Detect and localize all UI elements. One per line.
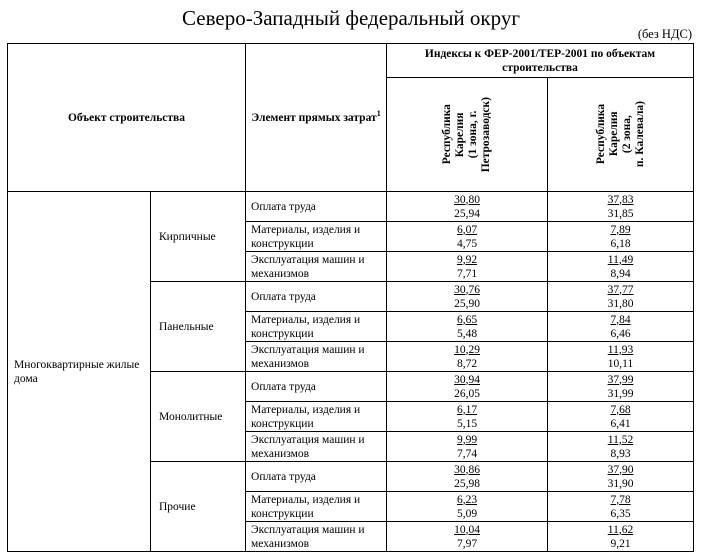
index-value-top: 6,23	[456, 493, 478, 506]
object-type-cell: Многоквартирные жилые дома	[8, 192, 151, 552]
cost-element-cell: Эксплуатация машин и механизмов	[246, 342, 387, 372]
index-value-cell-zone-1	[387, 522, 548, 552]
index-value-bottom: 6,41	[610, 417, 631, 430]
index-table	[7, 43, 694, 552]
header-col-zone-1-line: (1 зона, г.	[467, 110, 480, 159]
building-type-cell: Прочие	[151, 462, 246, 552]
cost-element-cell: Материалы, изделия и конструкции	[246, 492, 387, 522]
index-value-bottom: 31,99	[607, 387, 634, 400]
cost-element-cell: Оплата труда	[246, 372, 387, 402]
index-value-cell-zone-1	[387, 402, 548, 432]
index-value-bottom: 6,35	[610, 507, 631, 520]
index-value-cell-zone-2	[548, 252, 694, 282]
header-col-zone-1-line: Петрозаводск)	[480, 96, 493, 173]
header-element	[246, 44, 387, 192]
index-value-bottom: 25,90	[454, 297, 480, 310]
index-value-top: 37,77	[607, 283, 634, 296]
header-indices: Индексы к ФЕР-2001/ТЕР-2001 по объектам строительства	[387, 44, 694, 78]
header-element-text: Элемент прямых затрат	[251, 111, 377, 124]
index-value-cell-zone-2	[548, 492, 694, 522]
index-value-cell-zone-1	[387, 462, 548, 492]
index-value-top: 37,90	[607, 463, 634, 476]
index-value-bottom: 5,15	[456, 417, 478, 430]
index-value-bottom: 25,98	[454, 477, 480, 490]
cost-element-cell: Эксплуатация машин и механизмов	[246, 522, 387, 552]
index-value-top: 7,89	[610, 223, 631, 236]
index-value-top: 30,86	[454, 463, 480, 476]
header-element-footnote: 1	[376, 108, 381, 118]
index-value-bottom: 6,18	[610, 237, 631, 250]
index-value-bottom: 25,94	[454, 207, 480, 220]
index-value-bottom: 5,48	[456, 327, 478, 340]
building-type-cell: Панельные	[151, 282, 246, 372]
index-value-top: 37,83	[607, 193, 634, 206]
index-value-cell-zone-2	[548, 222, 694, 252]
index-value-bottom: 31,90	[607, 477, 634, 490]
index-value-top: 7,84	[610, 313, 631, 326]
building-type-cell: Кирпичные	[151, 192, 246, 282]
index-value-top: 30,80	[454, 193, 480, 206]
cost-element-cell: Оплата труда	[246, 462, 387, 492]
index-value-cell-zone-2	[548, 192, 694, 222]
index-value-cell-zone-2	[548, 312, 694, 342]
index-value-top: 10,29	[454, 343, 480, 356]
index-value-bottom: 6,46	[610, 327, 631, 340]
index-value-top: 11,93	[607, 343, 634, 356]
page-title: Северо-Западный федеральный округ	[182, 6, 520, 30]
index-value-bottom: 31,85	[607, 207, 634, 220]
index-value-bottom: 10,11	[607, 357, 634, 370]
index-value-cell-zone-2	[548, 462, 694, 492]
cost-element-cell: Материалы, изделия и конструкции	[246, 312, 387, 342]
index-value-top: 10,04	[454, 523, 480, 536]
index-value-top: 30,76	[454, 283, 480, 296]
index-value-cell-zone-1	[387, 252, 548, 282]
index-value-bottom: 26,05	[454, 387, 480, 400]
index-value-top: 9,99	[456, 433, 478, 446]
building-type-cell: Монолитные	[151, 372, 246, 462]
header-col-zone-1-line: Республика	[441, 104, 454, 165]
header-object: Объект строительства	[8, 44, 246, 192]
index-value-cell-zone-1	[387, 282, 548, 312]
index-value-cell-zone-2	[548, 522, 694, 552]
vat-note: (без НДС)	[637, 27, 692, 41]
index-value-top: 11,62	[607, 523, 634, 536]
index-value-top: 7,78	[610, 493, 631, 506]
header-col-zone-2	[548, 78, 694, 192]
index-value-bottom: 5,09	[456, 507, 478, 520]
index-value-cell-zone-2	[548, 372, 694, 402]
header-col-zone-2-line: Республика	[594, 104, 607, 165]
index-value-cell-zone-1	[387, 342, 548, 372]
cost-element-cell: Оплата труда	[246, 282, 387, 312]
index-value-top: 6,07	[456, 223, 478, 236]
index-value-cell-zone-1	[387, 372, 548, 402]
index-value-cell-zone-1	[387, 492, 548, 522]
index-value-bottom: 7,97	[456, 537, 478, 550]
index-value-cell-zone-2	[548, 402, 694, 432]
index-value-cell-zone-2	[548, 432, 694, 462]
index-value-cell-zone-2	[548, 342, 694, 372]
index-value-cell-zone-1	[387, 222, 548, 252]
index-value-cell-zone-1	[387, 432, 548, 462]
cost-element-cell: Эксплуатация машин и механизмов	[246, 432, 387, 462]
index-value-bottom: 8,94	[610, 267, 631, 280]
header-col-zone-1-text	[441, 97, 493, 172]
cost-element-cell: Оплата труда	[246, 192, 387, 222]
index-value-bottom: 4,75	[456, 237, 478, 250]
index-value-bottom: 9,21	[610, 537, 631, 550]
index-value-top: 9,92	[456, 253, 478, 266]
index-value-top: 7,68	[610, 403, 631, 416]
index-value-bottom: 8,72	[456, 357, 478, 370]
index-value-top: 11,49	[607, 253, 634, 266]
header-col-zone-2-line: (2 зона,	[620, 115, 633, 154]
index-value-bottom: 7,71	[456, 267, 478, 280]
cost-element-cell: Эксплуатация машин и механизмов	[246, 252, 387, 282]
index-value-bottom: 7,74	[456, 447, 478, 460]
header-col-zone-1	[387, 78, 548, 192]
header-col-zone-2-line: п. Калевала)	[633, 101, 646, 168]
index-value-cell-zone-2	[548, 282, 694, 312]
cost-element-cell: Материалы, изделия и конструкции	[246, 402, 387, 432]
table-row	[8, 192, 694, 222]
cost-element-cell: Материалы, изделия и конструкции	[246, 222, 387, 252]
index-value-top: 6,17	[456, 403, 478, 416]
index-value-bottom: 31,80	[607, 297, 634, 310]
index-value-cell-zone-1	[387, 192, 548, 222]
header-col-zone-2-line: Карелия	[607, 112, 620, 157]
header-col-zone-1-line: Карелия	[454, 112, 467, 157]
index-value-top: 11,52	[607, 433, 634, 446]
index-value-top: 30,94	[454, 373, 480, 386]
index-value-top: 37,99	[607, 373, 634, 386]
header-col-zone-2-text	[595, 101, 647, 167]
index-value-cell-zone-1	[387, 312, 548, 342]
index-value-top: 6,65	[456, 313, 478, 326]
index-value-bottom: 8,93	[610, 447, 631, 460]
